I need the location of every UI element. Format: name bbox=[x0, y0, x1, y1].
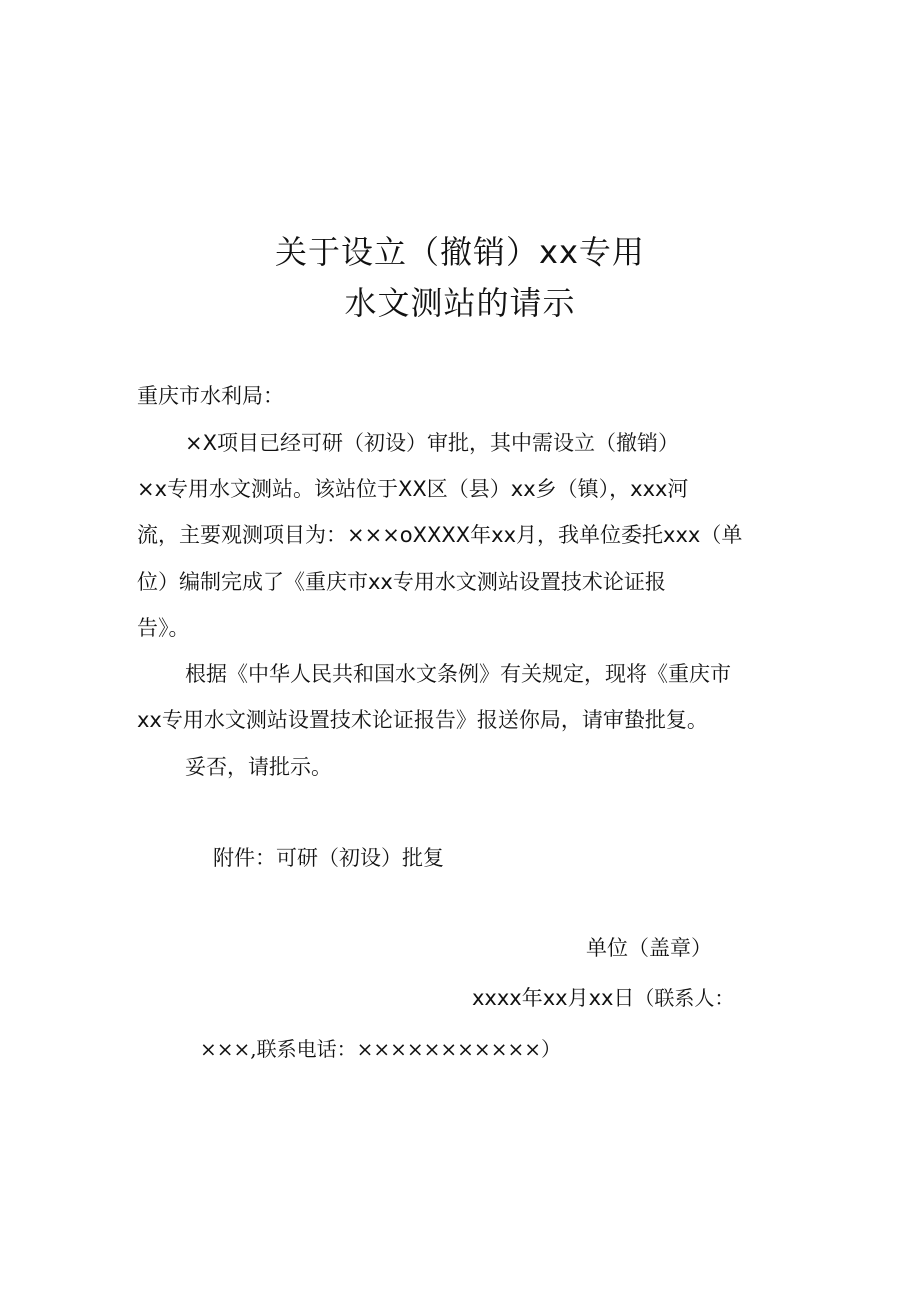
paragraph-1-line-5: 告》。 bbox=[137, 616, 190, 640]
paragraph-1-line-2: ×x专用水文测站。该站位于XX区（县）xx乡（镇），xxx河 bbox=[137, 477, 689, 501]
addressee: 重庆市水利局： bbox=[137, 384, 284, 408]
paragraph-1-line-3: 流，主要观测项目为：×××oXXXX年xx月，我单位委托xxx（单 bbox=[137, 523, 743, 547]
signature-date-row bbox=[472, 983, 734, 1013]
contact-prefix: （联系人： bbox=[634, 986, 735, 1010]
signature-unit: 单位（盖章） bbox=[586, 936, 712, 960]
attachment-note: 附件：可研（初设）批复 bbox=[213, 846, 444, 870]
contact-line: ×××,联系电话：×××××××××××） bbox=[200, 1037, 561, 1061]
paragraph-2-line-2: xx专用水文测站设置技术论证报告》报送你局，请审蛰批复。 bbox=[137, 708, 708, 732]
paragraph-1-line-4: 位）编制完成了《重庆市xx专用水文测站设置技术论证报 bbox=[137, 570, 666, 594]
title-line-2: 水文测站的请示 bbox=[344, 284, 576, 322]
paragraph-1-line-1: ×X项目已经可研（初设）审批，其中需设立（撤销） bbox=[185, 431, 679, 455]
signature-date: xxxx年xx月xx日 bbox=[472, 986, 635, 1010]
title-line-1: 关于设立（撤销）xx专用 bbox=[275, 233, 645, 271]
closing-request: 妥否，请批示。 bbox=[185, 755, 332, 779]
paragraph-2-line-1: 根据《中华人民共和国水文条例》有关规定，现将《重庆市 bbox=[185, 662, 731, 686]
